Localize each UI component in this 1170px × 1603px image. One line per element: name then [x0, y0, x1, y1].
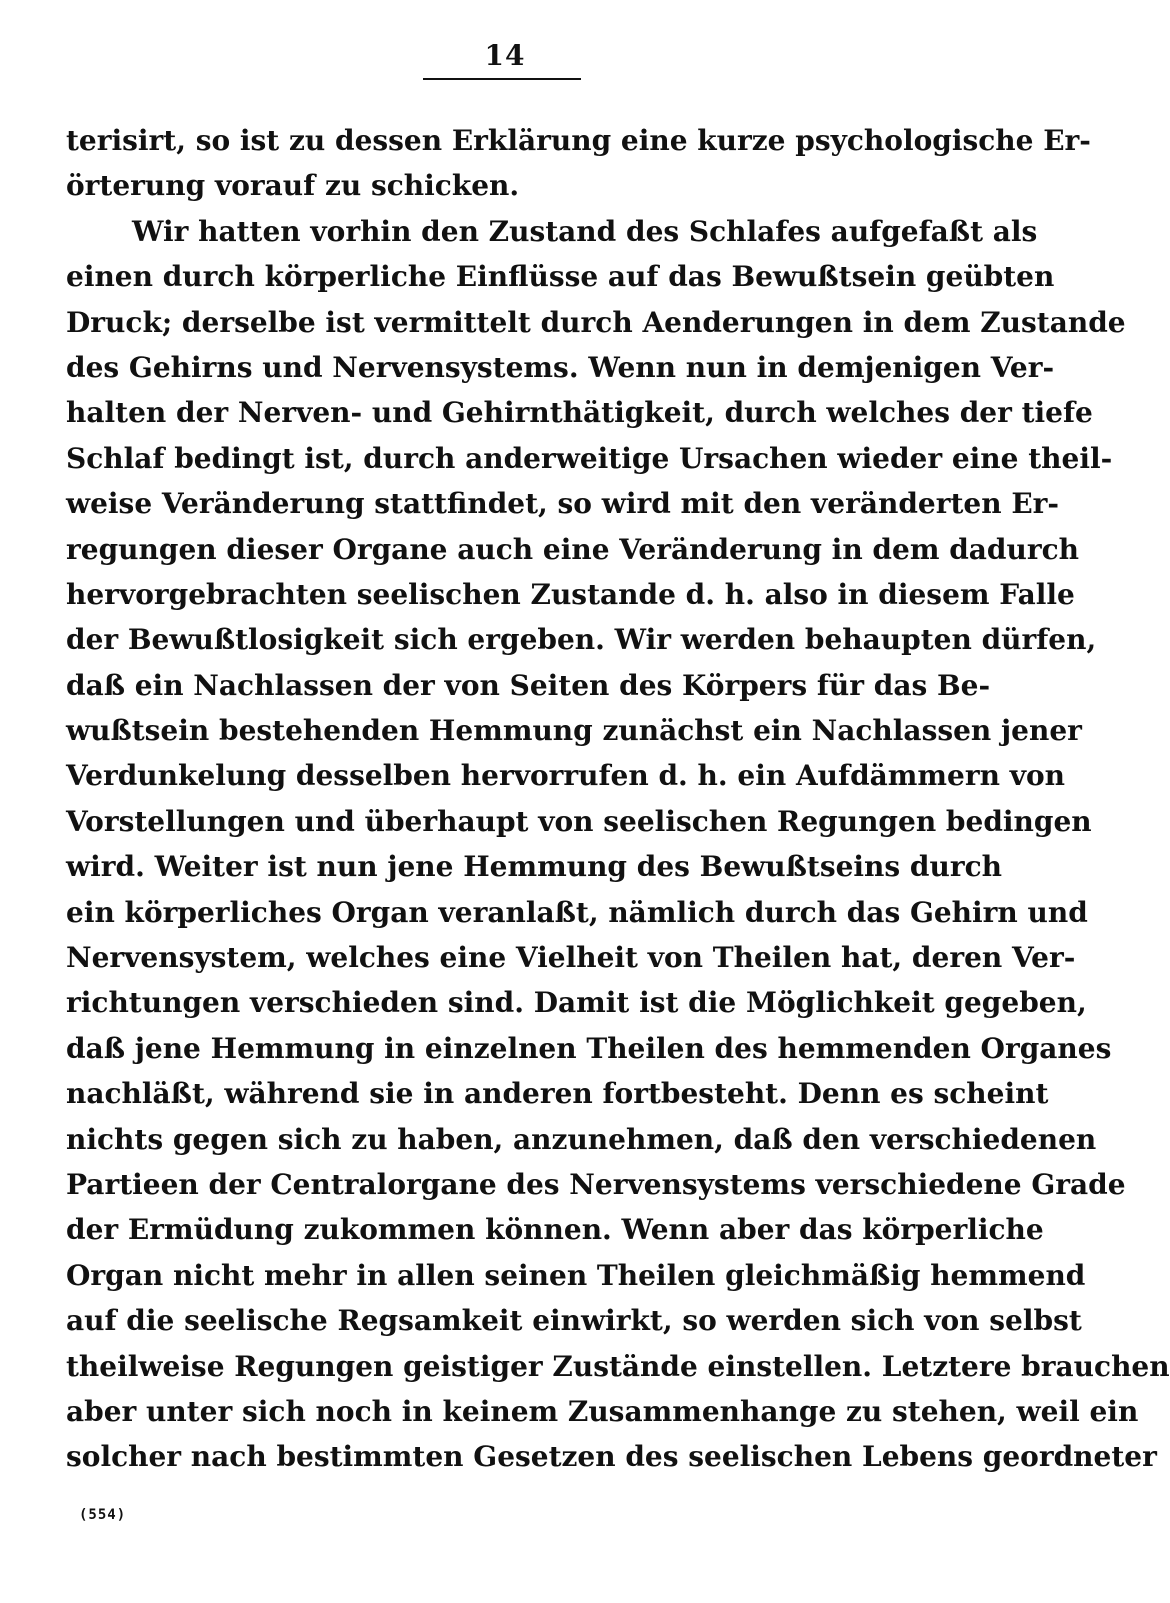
text-line: Vorstellungen und überhaupt von seelischen Regungen bedingen — [66, 804, 1092, 838]
text-line: weise Veränderung stattfindet, so wird mit den veränderten Er- — [66, 487, 1060, 521]
text-line: des Gehirns und Nervensystems. Wenn nun in demjenigen Ver- — [66, 350, 1055, 384]
text-line: nachläßt, während sie in anderen fortbesteht. Denn es scheint — [66, 1077, 1049, 1111]
text-line: halten der Nerven- und Gehirnthätigkeit, durch welches der tiefe — [66, 396, 1093, 430]
text-line: wußtsein bestehenden Hemmung zunächst ein Nachlassen jener — [66, 714, 1082, 748]
printer-signature: (554) — [79, 1507, 127, 1523]
text-line: solcher nach bestimmten Gesetzen des seelischen Lebens geordneter — [66, 1440, 1157, 1474]
text-line: ein körperliches Organ veranlaßt, nämlich durch das Gehirn und — [66, 895, 1088, 929]
text-line: Partieen der Centralorgane des Nervensystems verschiedene Grade — [66, 1167, 1126, 1201]
text-line: der Bewußtlosigkeit sich ergeben. Wir werden behaupten dürfen, — [66, 623, 1097, 657]
paragraph-start-line: Wir hatten vorhin den Zustand des Schlafes aufgefaßt als — [132, 214, 1038, 248]
body-text — [66, 118, 1170, 1480]
header-rule — [423, 78, 581, 80]
text-line: Verdunkelung desselben hervorrufen d. h. ein Aufdämmern von — [66, 759, 1066, 793]
text-line: richtungen verschieden sind. Damit ist die Möglichkeit gegeben, — [66, 986, 1087, 1020]
text-line: auf die seelische Regsamkeit einwirkt, so werden sich von selbst — [66, 1304, 1082, 1338]
text-line: örterung vorauf zu schicken. — [66, 169, 520, 203]
text-line: wird. Weiter ist nun jene Hemmung des Bewußtseins durch — [66, 850, 1002, 884]
text-line: regungen dieser Organe auch eine Veränderung in dem dadurch — [66, 532, 1080, 566]
text-line: nichts gegen sich zu haben, anzunehmen, daß den verschiedenen — [66, 1122, 1097, 1156]
text-line: theilweise Regungen geistiger Zustände einstellen. Letztere brauchen — [66, 1349, 1170, 1383]
text-line: einen durch körperliche Einflüsse auf das Bewußtsein geübten — [66, 260, 1055, 294]
text-line: Organ nicht mehr in allen seinen Theilen gleichmäßig hemmend — [66, 1258, 1086, 1292]
text-line: Schlaf bedingt ist, durch anderweitige Ursachen wieder eine theil- — [66, 441, 1113, 475]
text-line: daß jene Hemmung in einzelnen Theilen des hemmenden Organes — [66, 1031, 1112, 1065]
text-line: hervorgebrachten seelischen Zustande d. h. also in diesem Falle — [66, 577, 1075, 611]
text-line: aber unter sich noch in keinem Zusammenhange zu stehen, weil ein — [66, 1394, 1139, 1428]
page-number: 14 — [484, 39, 526, 72]
text-line: daß ein Nachlassen der von Seiten des Körpers für das Be- — [66, 668, 991, 702]
text-line: Druck; derselbe ist vermittelt durch Aenderungen in dem Zustande — [66, 305, 1126, 339]
text-line: Nervensystem, welches eine Vielheit von Theilen hat, deren Ver- — [66, 941, 1076, 975]
text-line: terisirt, so ist zu dessen Erklärung eine kurze psychologische Er- — [66, 124, 1091, 157]
text-line: der Ermüdung zukommen können. Wenn aber das körperliche — [66, 1213, 1044, 1247]
